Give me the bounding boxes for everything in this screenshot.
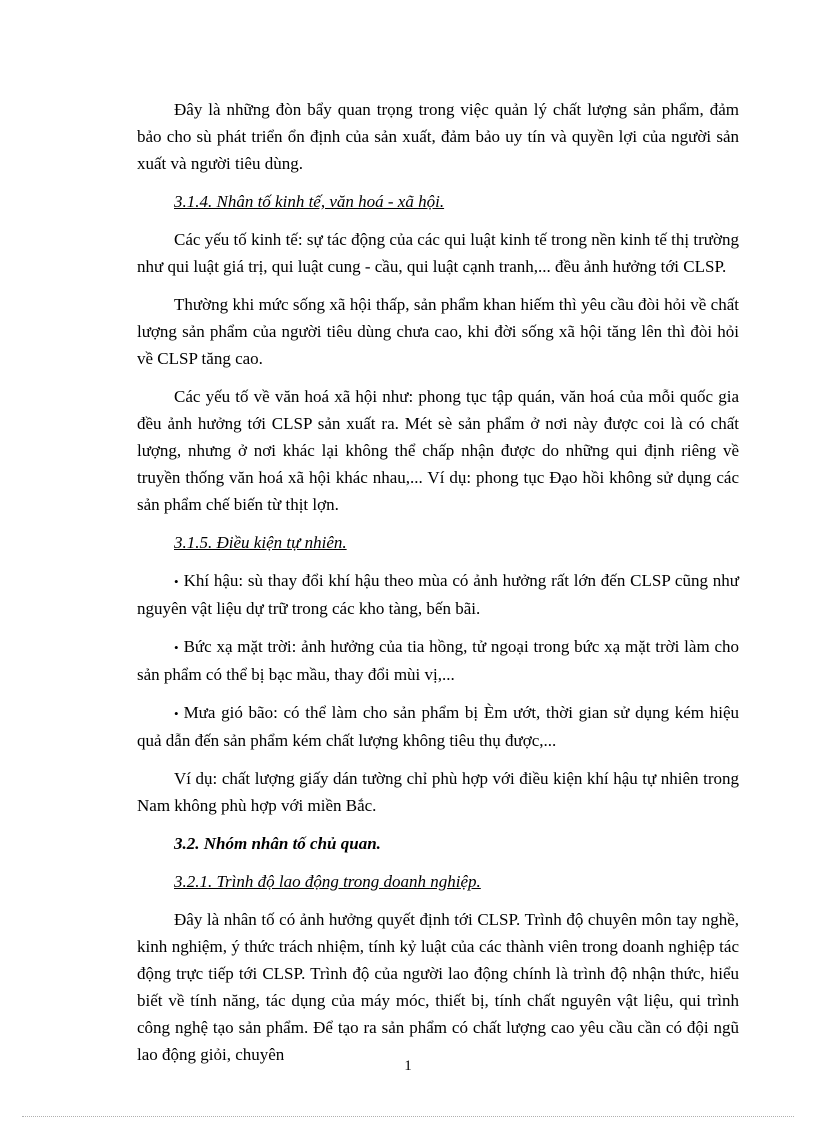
bullet-climate-text: Khí hậu: sù thay đổi khí hậu theo mùa có ảnh hưởng rất lớn đến CLSP cũng như nguyên vật liệu dự trữ trong các kho tàng, bến bãi.	[137, 571, 739, 618]
bullet-icon: •	[174, 706, 179, 721]
bullet-solar-text: Bức xạ mặt trời: ảnh hưởng của tia hồng, tử ngoại trong bức xạ mặt trời làm cho sản phẩm có thể bị bạc mầu, thay đổi mùi vị,...	[137, 637, 739, 684]
document-body	[137, 96, 739, 1079]
page-bottom-divider	[22, 1116, 794, 1117]
bullet-climate	[137, 567, 739, 622]
section-heading-3-1-4: 3.1.4. Nhân tố kinh tế, văn hoá - xã hội.	[174, 192, 445, 211]
page-number: 1	[404, 1058, 412, 1074]
paragraph-economic-factors: Các yếu tố kinh tế: sự tác động của các qui luật kinh tế trong nền kinh tế thị trường như qui luật giá trị, qui luật cung - cầu, qui luật cạnh tranh,... đều ảnh hưởng tới CLSP.	[137, 230, 739, 276]
paragraph-labor-skill: Đây là nhân tố có ảnh hưởng quyết định tới CLSP. Trình độ chuyên môn tay nghề, kinh nghiệm, ý thức trách nhiệm, tính kỷ luật của các thành viên trong doanh nghiệp tác động trực tiếp tới CLSP. Trình độ của người lao động chính là trình độ nhận thức, hiểu biết về tính năng, tác dụng của máy móc, thiết bị, tính chất nguyên vật liệu, qui trình công nghệ tạo sản phẩm. Để tạo ra sản phẩm có chất lượng cao yêu cầu cần có đội ngũ lao động giỏi, chuyên	[137, 910, 739, 1064]
paragraph-cultural-factors: Các yếu tố về văn hoá xã hội như: phong tục tập quán, văn hoá của mỗi quốc gia đều ảnh hưởng tới CLSP sản xuất ra. Mét sè sản phẩm ở nơi này được coi là có chất lượng, nhưng ở nơi khác lại không thể chấp nhận được do những qui định riêng về truyền thống văn hoá xã hội khác nhau,... Ví dụ: phong tục Đạo hồi không sử dụng các sản phẩm chế biến từ thịt lợn.	[137, 387, 739, 514]
section-heading-3-2-1: 3.2.1. Trình độ lao động trong doanh nghiệp.	[174, 872, 481, 891]
bullet-storm	[137, 699, 739, 754]
bullet-solar-radiation	[137, 633, 739, 688]
section-heading-3-2: 3.2. Nhóm nhân tố chủ quan.	[174, 834, 381, 853]
bullet-icon: •	[174, 640, 179, 655]
paragraph-living-standard: Thường khi mức sống xã hội thấp, sản phẩm khan hiếm thì yêu cầu đòi hỏi về chất lượng sản phẩm của người tiêu dùng chưa cao, khi đời sống xã hội tăng lên thì đòi hỏi về CLSP tăng cao.	[137, 295, 739, 368]
bullet-storm-text: Mưa gió bão: có thể làm cho sản phẩm bị Èm ướt, thời gian sử dụng kém hiệu quả dẫn đến sản phẩm kém chất lượng không tiêu thụ được,...	[137, 703, 739, 750]
bullet-icon: •	[174, 574, 179, 589]
paragraph-intro: Đây là những đòn bẩy quan trọng trong việc quản lý chất lượng sản phẩm, đảm bảo cho sù phát triển ổn định của sản xuất, đảm bảo uy tín và quyền lợi của người sản xuất và người tiêu dùng.	[137, 100, 739, 173]
section-heading-3-1-5: 3.1.5. Điều kiện tự nhiên.	[174, 533, 347, 552]
paragraph-wallpaper-example: Ví dụ: chất lượng giấy dán tường chỉ phù hợp với điều kiện khí hậu tự nhiên trong Nam không phù hợp với miền Bắc.	[137, 769, 739, 815]
